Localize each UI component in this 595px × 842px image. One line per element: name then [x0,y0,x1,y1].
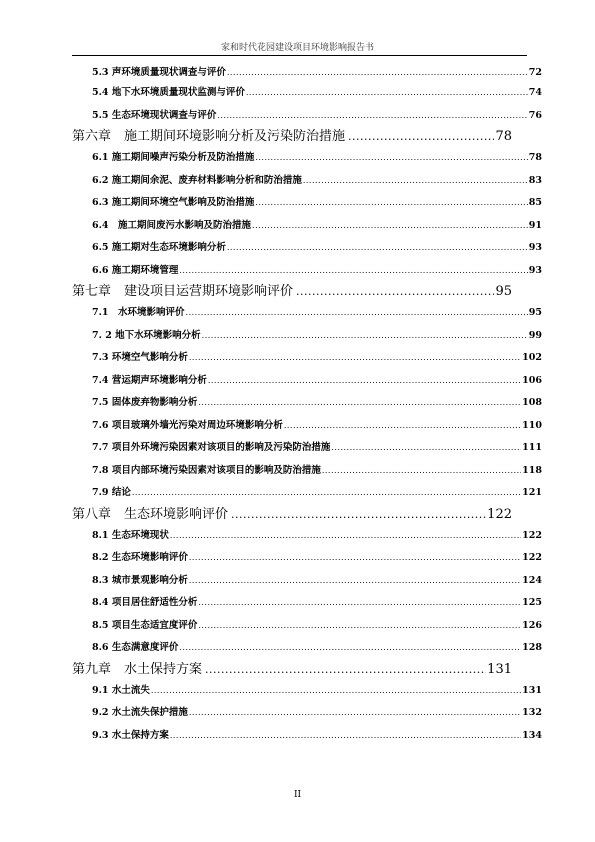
dot-leader [170,525,521,548]
dot-leader [255,147,527,170]
toc-chapter-entry[interactable] [72,660,542,680]
toc-page-number: 122 [522,529,542,541]
dot-leader [198,392,521,415]
toc-page-number: 126 [522,619,542,631]
toc-section-entry[interactable] [72,237,542,260]
page-number: II [293,790,302,800]
dot-leader [170,725,521,748]
toc-entry-title: 6.4 施工期间废污水影响及防治措施 [92,219,252,231]
toc-section-entry[interactable] [72,392,542,415]
toc-page-number: 111 [522,442,542,453]
toc-section-entry[interactable] [72,215,542,238]
dot-leader [189,702,521,725]
toc-page-number: 125 [522,597,542,608]
toc-entry-title: 8.5 项目生态适宜度评价 [92,619,198,631]
dot-leader [231,505,486,525]
toc-section-entry[interactable] [72,147,542,170]
toc-page-number: 106 [522,374,542,386]
toc-entry-title: 第六章 施工期间环境影响分析及污染防治措施 [72,129,346,144]
toc-page-number: 131 [487,661,512,677]
dot-leader [303,170,528,193]
toc-chapter-entry[interactable] [72,127,542,147]
toc-section-entry[interactable] [72,302,542,325]
toc-entry-title: 7. 2 地下水环境影响分析 [92,329,201,341]
toc-entry-title: 8.4 项目居住舒适性分析 [92,597,198,608]
dot-leader [179,637,521,660]
dot-leader [208,370,521,393]
toc-section-entry[interactable] [72,437,542,460]
toc-entry-title: 第九章 水土保持方案 [72,661,203,677]
toc-section-entry[interactable] [72,260,542,283]
toc-entry-title: 8.2 生态环境影响评价 [92,552,188,563]
toc-section-entry[interactable] [72,325,542,348]
toc-section-entry[interactable] [72,460,542,483]
toc-page-number: 118 [522,464,542,476]
toc-section-entry[interactable] [72,702,542,725]
toc-page-number: 91 [528,219,542,231]
toc-page-number: 132 [522,707,542,718]
dot-leader [217,105,527,128]
toc-page-number: 131 [522,684,542,696]
toc-page-number: 95 [528,307,542,318]
dot-leader [151,680,521,703]
dot-leader [348,127,494,147]
dot-leader [198,615,521,638]
toc-entry-title: 9.2 水土流失保护措施 [92,707,188,718]
toc-page-number: 128 [522,642,542,653]
toc-section-entry[interactable] [72,64,542,82]
toc-entry-title: 9.3 水土保持方案 [92,729,169,741]
toc-section-entry[interactable] [72,482,542,505]
toc-entry-title: 第七章 建设项目运营期环境影响评价 [72,284,294,299]
toc-entry-title: 第八章 生态环境影响评价 [72,506,229,522]
toc-entry-title: 7.6 项目玻璃外墙光污染对周边环境影响分析 [92,419,283,431]
toc-page-number: 93 [528,242,542,253]
toc-section-entry[interactable] [72,592,542,615]
toc-entry-title: 5.3 声环境质量现状调查与评价 [92,67,226,78]
toc-entry-title: 6.6 施工期环境管理 [92,264,179,276]
dot-leader [331,437,521,460]
toc-page-number: 93 [528,264,542,276]
toc-chapter-entry[interactable] [72,505,542,525]
toc-section-entry[interactable] [72,525,542,548]
toc-entry-title: 7.4 营运期声环境影响分析 [92,374,207,386]
toc-entry-title: 9.1 水土流失 [92,684,150,696]
toc-page-number: 108 [522,397,542,408]
dot-leader [189,347,521,370]
dot-leader [252,215,528,238]
toc-entry-title: 6.1 施工期间噪声污染分析及防治措施 [92,152,255,163]
dot-leader [227,237,528,260]
header-rule [72,55,527,56]
toc-page-number: 74 [528,87,542,98]
toc-section-entry[interactable] [72,82,542,105]
dot-leader [189,570,521,593]
toc-section-entry[interactable] [72,637,542,660]
toc-section-entry[interactable] [72,370,542,393]
dot-leader [202,325,528,348]
toc-entry-title: 6.2 施工期间余泥、废弃材料影响分析和防治措施 [92,174,302,186]
toc-page-number: 76 [528,109,542,121]
toc-section-entry[interactable] [72,680,542,703]
toc-section-entry[interactable] [72,170,542,193]
toc-page-number: 102 [522,352,542,363]
toc-section-entry[interactable] [72,547,542,570]
toc-page-number: 134 [522,729,542,741]
toc-section-entry[interactable] [72,570,542,593]
toc-page-number: 83 [528,174,542,186]
dot-leader [246,82,528,105]
toc-page-number: 95 [495,284,512,299]
toc-entry-title: 6.3 施工期间环境空气影响及防治措施 [92,197,255,208]
dot-leader [186,302,528,325]
toc-entry-title: 5.5 生态环境现状调查与评价 [92,109,217,121]
toc-entry-title: 8.1 生态环境现状 [92,529,169,541]
toc-entry-title: 7.1 水环境影响评价 [92,307,185,318]
toc-entry-title: 8.6 生态满意度评价 [92,642,179,653]
toc-section-entry[interactable] [72,615,542,638]
toc-section-entry[interactable] [72,725,542,748]
toc-page-number: 78 [528,152,542,163]
toc-entry-title: 7.9 结论 [92,487,131,498]
toc-page-number: 72 [528,67,542,78]
dot-leader [322,460,521,483]
toc-section-entry[interactable] [72,192,542,215]
dot-leader [227,64,528,82]
toc-entry-title: 5.4 地下水环境质量现状监测与评价 [92,87,245,98]
toc-entry-title: 7.8 项目内部环境污染因素对该项目的影响及防治措施 [92,464,321,476]
toc-entry-title: 7.5 固体废弃物影响分析 [92,397,198,408]
toc-page-number: 122 [522,552,542,563]
toc-entry-title: 6.5 施工期对生态环境影响分析 [92,242,226,253]
toc-section-entry[interactable] [72,105,542,128]
toc-page-number: 85 [528,197,542,208]
dot-leader [132,482,521,505]
toc-entry-title: 7.3 环境空气影响分析 [92,352,188,363]
toc-page-number: 78 [495,129,512,144]
toc-section-entry[interactable] [72,347,542,370]
toc-page-number: 110 [522,419,542,431]
toc-page-number: 124 [522,574,542,586]
dot-leader [255,192,527,215]
dot-leader [284,415,521,438]
toc-entry-title: 8.3 城市景观影响分析 [92,574,188,586]
dot-leader [189,547,521,570]
running-header: 家和时代花园建设项目环境影响报告书 [220,43,374,53]
toc-page-number: 99 [528,329,542,341]
table-of-contents [72,64,542,747]
toc-entry-title: 7.7 项目外环境污染因素对该项目的影响及污染防治措施 [92,442,331,453]
dot-leader [198,592,521,615]
toc-section-entry[interactable] [72,415,542,438]
dot-leader [296,282,494,302]
toc-page-number: 122 [487,506,512,522]
dot-leader [205,660,486,680]
dot-leader [179,260,527,283]
toc-page-number: 121 [522,487,542,498]
toc-chapter-entry[interactable] [72,282,542,302]
